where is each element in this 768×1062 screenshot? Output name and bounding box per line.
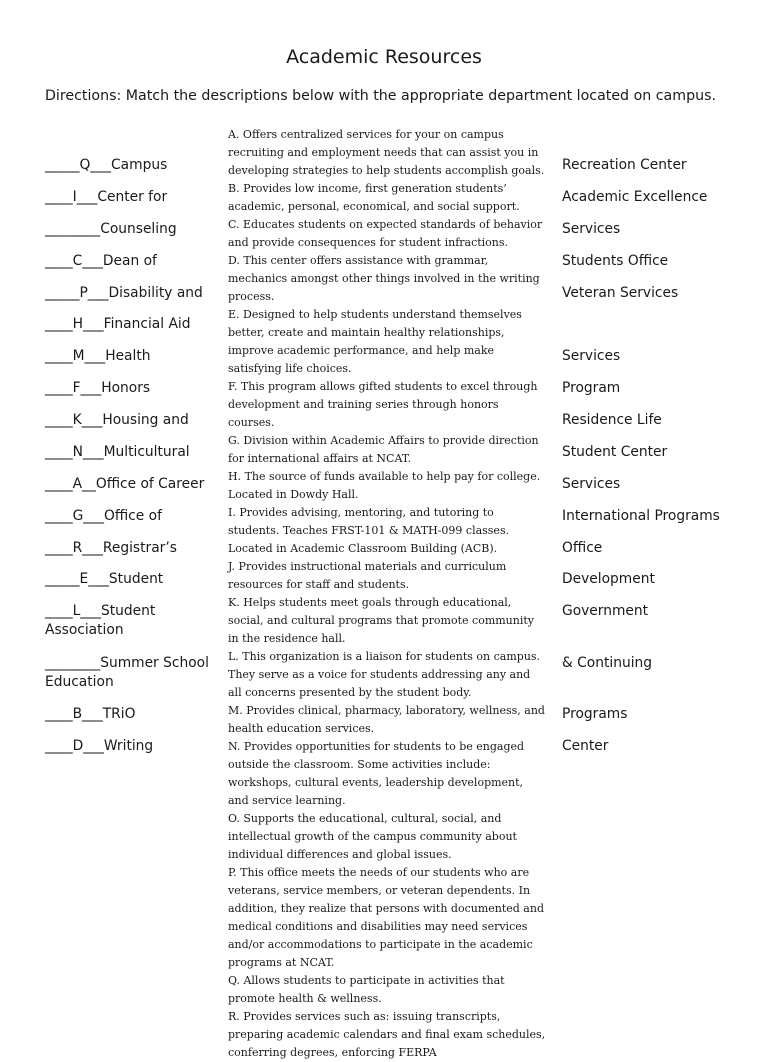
department-item: ____K___Housing and xyxy=(45,412,189,428)
department-item: ________Summer School Education xyxy=(45,655,209,690)
department-item: ____R___Registrar’s xyxy=(45,540,177,556)
department-item: ____N___Multicultural xyxy=(45,444,190,460)
department-item: ________Counseling xyxy=(45,221,177,237)
department-item: ____G___Office of xyxy=(45,508,162,524)
description-item: C. Educates students on expected standards of behavior and provide consequences for student infractions. xyxy=(228,218,543,249)
department-item: _____E___Student xyxy=(45,571,164,587)
descriptions-column xyxy=(228,126,546,1062)
description-item: G. Division within Academic Affairs to provide direction for international affairs at NCAT. xyxy=(228,434,539,465)
description-item: F. This program allows gifted students to excel through development and training series through honors courses. xyxy=(228,380,538,429)
description-item: P. This office meets the needs of our students who are veterans, service members, or veteran dependents. In addition, they realize that persons with documented and medical conditions and disabilities may need services and/or accommodations to participate in the academic programs at NCAT. xyxy=(228,866,544,969)
description-item: J. Provides instructional materials and curriculum resources for staff and students. xyxy=(228,560,507,591)
department-continuation: Services xyxy=(562,476,621,492)
department-continuation: Residence Life xyxy=(562,412,662,428)
description-item: N. Provides opportunities for students to be engaged outside the classroom. Some activities include: workshops, cultural events, leadership development, and service learning. xyxy=(228,740,525,807)
department-item: ____I___Center for xyxy=(45,189,168,205)
department-continuation: Program xyxy=(562,380,621,396)
department-continuation: Students Office xyxy=(562,253,669,269)
department-item: ____F___Honors xyxy=(45,380,151,396)
description-item: O. Supports the educational, cultural, social, and intellectual growth of the campus community about individual differences and global issues. xyxy=(228,812,517,861)
department-item: ____B___TRiO xyxy=(45,706,136,722)
department-item: ____A__Office of Career xyxy=(45,476,205,492)
department-continuation: Development xyxy=(562,571,655,587)
department-item: ____C___Dean of xyxy=(45,253,157,269)
department-continuation: Services xyxy=(562,221,621,237)
department-item: _____Q___Campus xyxy=(45,157,168,173)
description-item: L. This organization is a liaison for students on campus. They serve as a voice for students addressing any and all concerns presented by the student body. xyxy=(228,650,541,699)
department-continuation: Academic Excellence xyxy=(562,189,708,205)
description-item: E. Designed to help students understand themselves better, create and maintain healthy relationships, improve academic performance, and help make satisfying life choices. xyxy=(228,308,522,375)
description-item: I. Provides advising, mentoring, and tutoring to students. Teaches FRST-101 & MATH-099 classes. Located in Academic Classroom Building (ACB). xyxy=(228,506,510,555)
description-item: D. This center offers assistance with grammar, mechanics amongst other things involved in the writing process. xyxy=(228,254,540,303)
page-title: Academic Resources xyxy=(286,46,482,68)
department-continuation: Recreation Center xyxy=(562,157,687,173)
department-continuation: Services xyxy=(562,348,621,364)
description-item: H. The source of funds available to help pay for college. Located in Dowdy Hall. xyxy=(228,470,541,501)
description-item: A. Offers centralized services for your on campus recruiting and employment needs that can assist you in developing strategies to help students accomplish goals. xyxy=(228,128,545,177)
description-item: R. Provides services such as: issuing transcripts, preparing academic calendars and final exam schedules, conferring degrees, enforcing FERPA xyxy=(228,1010,546,1059)
department-item: ____D___Writing xyxy=(45,738,154,754)
department-continuation: Programs xyxy=(562,706,628,722)
department-item: _____P___Disability and xyxy=(45,285,203,301)
department-continuation: Government xyxy=(562,603,649,619)
department-item: ____L___Student Association xyxy=(45,603,156,638)
department-continuation: Student Center xyxy=(562,444,668,460)
description-item: K. Helps students meet goals through educational, social, and cultural programs that promote community in the residence hall. xyxy=(228,596,534,645)
department-continuation: Center xyxy=(562,738,609,754)
description-item: M. Provides clinical, pharmacy, laboratory, wellness, and health education services. xyxy=(228,704,545,735)
department-item: ____H___Financial Aid xyxy=(45,316,191,332)
department-item: ____M___Health xyxy=(45,348,151,364)
department-continuation: International Programs xyxy=(562,508,720,524)
department-continuation: Office xyxy=(562,540,603,556)
description-item: B. Provides low income, first generation students’ academic, personal, economical, and social support. xyxy=(228,182,520,213)
description-item: Q. Allows students to participate in activities that promote health & wellness. xyxy=(228,974,505,1005)
department-continuation: Veteran Services xyxy=(562,285,679,301)
directions-text: Directions: Match the descriptions below with the appropriate department located on campus. xyxy=(45,88,716,104)
department-continuation: & Continuing xyxy=(562,655,653,671)
